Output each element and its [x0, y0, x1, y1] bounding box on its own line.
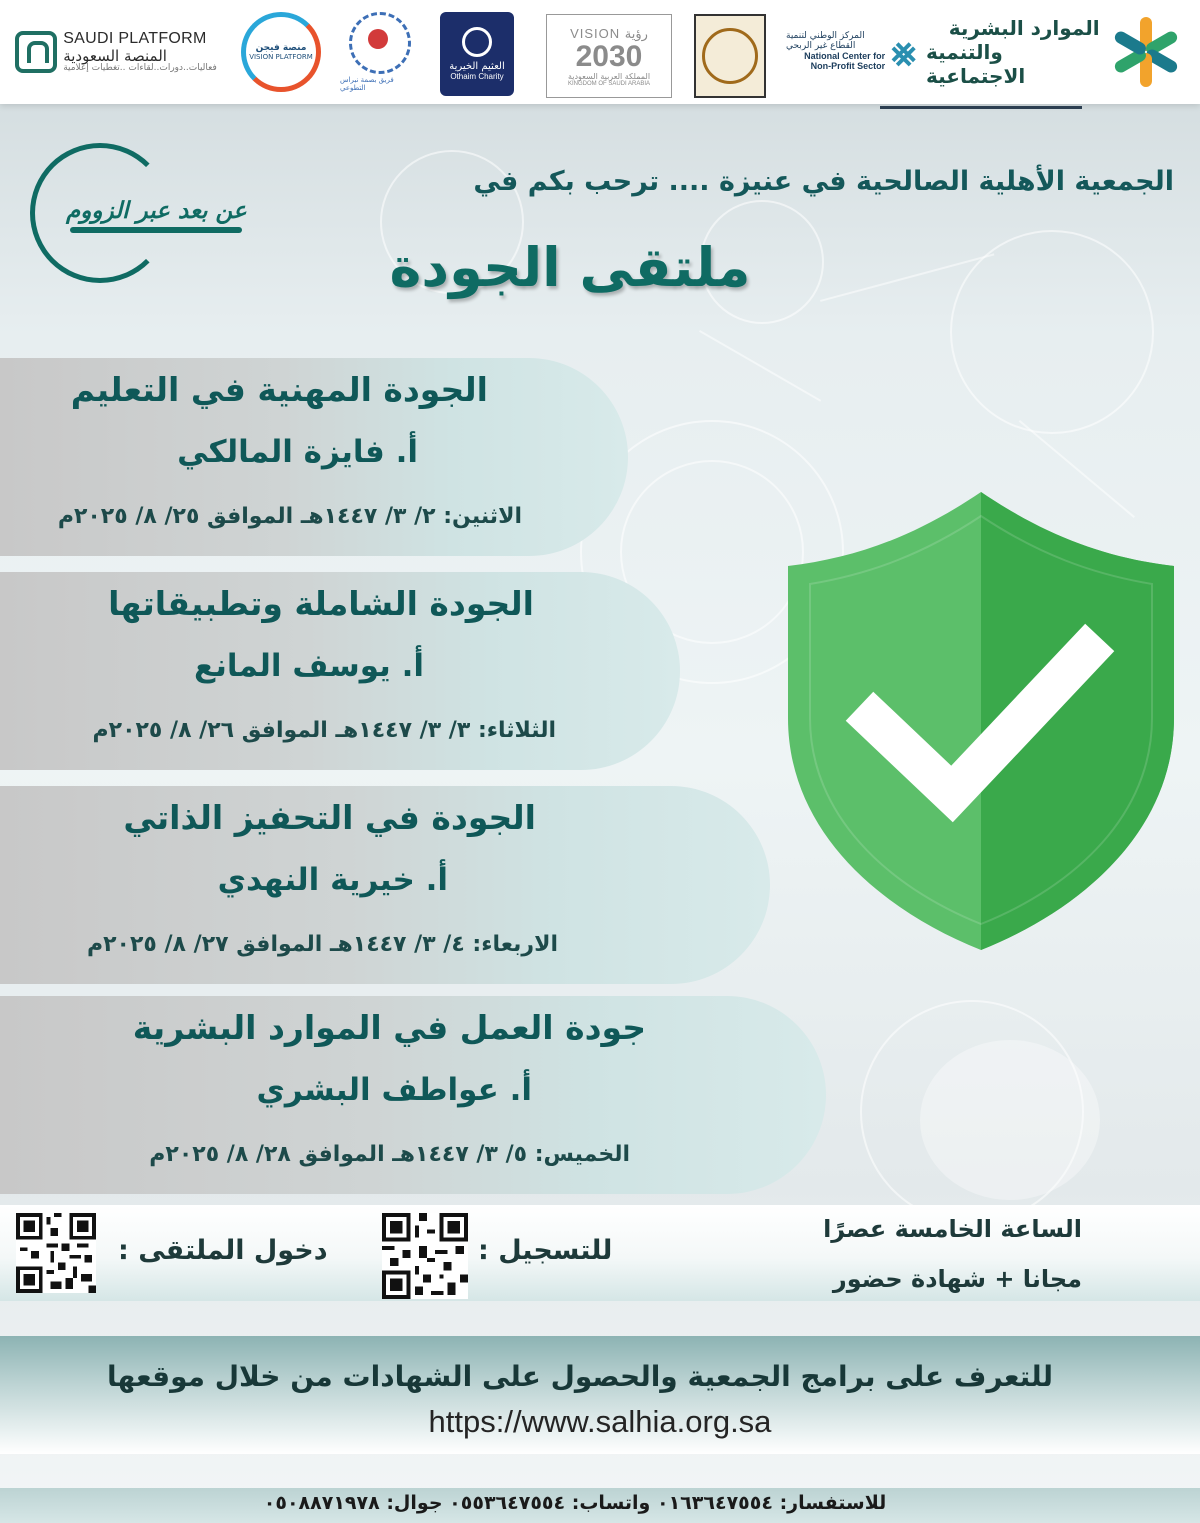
saudi-platform-name-ar: المنصة السعودية — [63, 46, 167, 65]
saudi-platform-mark-icon — [15, 31, 57, 73]
session-date: الخميس: ٥/ ٣/ ١٤٤٧هـ الموافق ٢٨/ ٨/ ٢٠٢٥م — [149, 1142, 630, 1167]
ncnp-logo — [786, 10, 916, 94]
othaim-name-ar: العثيم الخيرية — [449, 61, 505, 72]
vision-platform-name-ar: منصة فيجن — [255, 43, 307, 53]
session-date: الثلاثاء: ٣/ ٣/ ١٤٤٧هـ الموافق ٢٦/ ٨/ ٢٠٢٥م — [92, 718, 556, 743]
vision-2030-top: VISION رؤية — [570, 25, 648, 41]
ncnp-name-ar: المركز الوطني لتنمية القطاع غير الربحي — [786, 31, 865, 52]
session-speaker: أ. خيرية النهدي — [217, 862, 448, 898]
emblem-icon — [702, 28, 758, 84]
deco-circle — [950, 230, 1154, 434]
vision-2030-country-ar: المملكة العربية السعودية — [567, 71, 651, 81]
volunteer-team-logo — [340, 10, 420, 94]
zoom-badge — [30, 143, 270, 283]
saudi-platform-name-en: SAUDI PLATFORM — [63, 30, 207, 47]
session-speaker: أ. فايزة المالكي — [177, 434, 418, 470]
page-title: ملتقى الجودة — [389, 236, 751, 299]
enter-label: دخول الملتقى : — [118, 1235, 328, 1266]
vision-2030-logo — [546, 14, 672, 98]
session-title: الجودة الشاملة وتطبيقاتها — [108, 584, 534, 623]
session-date: الاربعاء: ٤/ ٣/ ١٤٤٧هـ الموافق ٢٧/ ٨/ ٢٠٢٥م — [87, 932, 558, 957]
free-certificate-text: مجانا + شهادة حضور — [832, 1265, 1082, 1293]
session-card — [0, 572, 680, 770]
vision-platform-logo — [236, 10, 326, 94]
logo-bar — [0, 0, 1200, 104]
saudi-platform-logo — [6, 10, 226, 94]
contact-bar — [0, 1488, 1200, 1523]
time-text: الساعة الخامسة عصرًا — [823, 1215, 1082, 1243]
website-link[interactable]: https://www.salhia.org.sa — [428, 1404, 772, 1439]
deco-circle — [920, 1040, 1100, 1200]
session-speaker: أ. عواطف البشري — [256, 1072, 532, 1108]
enter-qr-code[interactable] — [16, 1213, 96, 1293]
volunteer-team-caption: فريق بصمة نبراس التطوعي — [340, 76, 394, 92]
vision-platform-icon — [241, 12, 321, 92]
leaf-icon — [462, 27, 492, 57]
session-speaker: أ. يوسف المانع — [194, 648, 424, 684]
session-title: الجودة في التحفيز الذاتي — [123, 798, 536, 837]
ncnp-name-en-1: National Center for — [804, 51, 886, 61]
saudi-platform-tagline: فعاليات..دورات..لقاءات ..تغطيات إعلامية — [63, 63, 217, 74]
website-cta: للتعرف على برامج الجمعية والحصول على الشهادات من خلال موقعها — [106, 1360, 1054, 1393]
session-card — [0, 786, 770, 984]
hrsd-logo — [926, 10, 1176, 94]
vision-platform-name-en: VISION PLATFORM — [249, 53, 313, 61]
logo-bar-underline — [880, 106, 1082, 109]
ncnp-mark-icon: ⨳ — [891, 29, 916, 75]
session-title: الجودة المهنية في التعليم — [70, 370, 488, 409]
register-qr-code[interactable] — [382, 1213, 468, 1299]
welcome-text: الجمعية الأهلية الصالحية في عنيزة .... ترحب بكم في — [473, 166, 1174, 197]
fingerprint-icon — [349, 12, 411, 74]
session-title: جودة العمل في الموارد البشرية — [132, 1008, 646, 1047]
othaim-logo — [440, 12, 514, 96]
hrsd-line1: الموارد البشرية — [948, 16, 1100, 40]
hrsd-line2: والتنمية الاجتماعية — [926, 40, 1026, 88]
contact-text: للاستفسار: ٠١٦٣٦٤٧٥٥٤ واتساب: ٠٥٥٣٦٤٧٥٥٤ جوال: ٠٥٠٨٨٧١٩٧٨ — [263, 1492, 887, 1514]
vision-2030-number: 2030 — [575, 39, 643, 73]
shield-check-icon — [786, 488, 1176, 952]
vision-2030-country-en: KINGDOM OF SAUDI ARABIA — [567, 80, 650, 87]
session-card — [0, 996, 826, 1194]
association-emblem-logo — [694, 14, 766, 98]
session-date: الاثنين: ٢/ ٣/ ١٤٤٧هـ الموافق ٢٥/ ٨/ ٢٠٢٥م — [57, 504, 522, 529]
deco-line — [699, 330, 821, 402]
info-bar — [0, 1205, 1200, 1301]
hrsd-star-icon — [1110, 17, 1176, 87]
session-card — [0, 358, 628, 556]
website-band — [0, 1336, 1200, 1454]
register-label: للتسجيل : — [478, 1235, 613, 1266]
zoom-underline — [70, 227, 242, 233]
zoom-badge-text: عن بعد عبر الزووم — [66, 198, 247, 224]
ncnp-name-en-2: Non-Profit Sector — [810, 60, 886, 71]
othaim-name-en: Othaim Charity — [450, 72, 504, 81]
